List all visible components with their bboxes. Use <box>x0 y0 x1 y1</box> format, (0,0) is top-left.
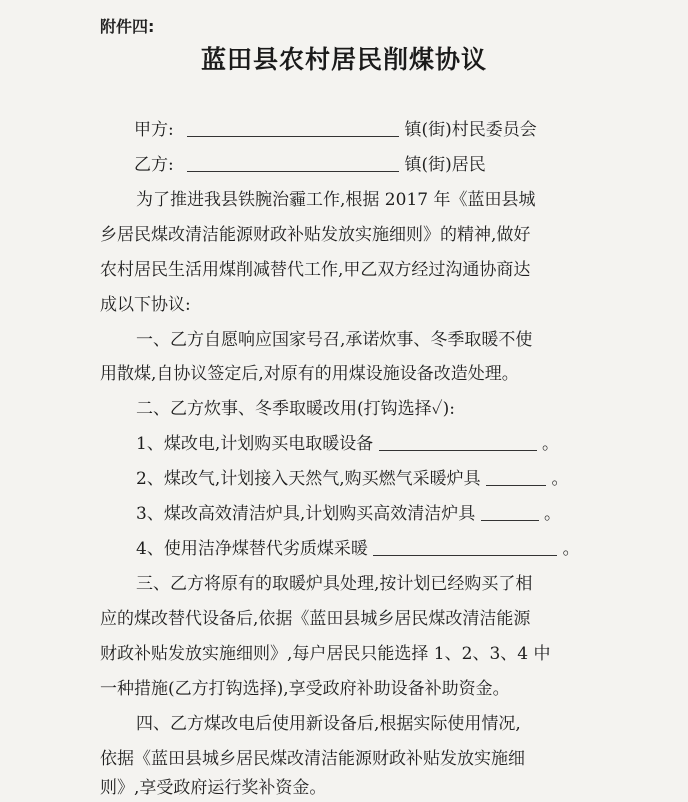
option-4-text: 4、使用洁净煤替代劣质煤采暖 <box>136 539 368 559</box>
article3-line-3: 财政补贴发放实施细则》,每户居民只能选择 1、2、3、4 中 <box>100 644 551 664</box>
intro-line-1: 为了推进我县铁腕治霾工作,根据 2017 年《蓝田县城 <box>136 190 536 210</box>
party-a-line <box>134 118 537 142</box>
intro-line-2: 乡居民煤改清洁能源财政补贴发放实施细则》的精神,做好 <box>100 225 531 245</box>
article1-line-1: 一、乙方自愿响应国家号召,承诺炊事、冬季取暖不使 <box>136 330 533 350</box>
option-4-blank[interactable] <box>373 537 557 556</box>
option-3-blank[interactable] <box>481 502 539 521</box>
attachment-label: 附件四: <box>100 17 155 36</box>
option-4-end: 。 <box>562 539 580 559</box>
article3-line-1: 三、乙方将原有的取暖炉具处理,按计划已经购买了相 <box>136 574 533 594</box>
option-3-end: 。 <box>544 504 562 524</box>
option-1-blank[interactable] <box>379 432 537 451</box>
intro-line-4: 成以下协议: <box>100 295 191 315</box>
option-1-end: 。 <box>542 434 560 454</box>
article3-line-4: 一种措施(乙方打钩选择),享受政府补助设备补助资金。 <box>100 679 510 699</box>
option-2-text: 2、煤改气,计划接入天然气,购买燃气采暖炉具 <box>136 469 481 489</box>
article3-line-2: 应的煤改替代设备后,依据《蓝田县城乡居民煤改清洁能源 <box>100 609 531 629</box>
party-b-line <box>134 153 486 177</box>
intro-line-3: 农村居民生活用煤削减替代工作,甲乙双方经过沟通协商达 <box>100 260 531 280</box>
option-2-blank[interactable] <box>486 467 546 486</box>
option-3-text: 3、煤改高效清洁炉具,计划购买高效清洁炉具 <box>136 504 476 524</box>
option-3-line <box>136 502 561 526</box>
party-b-suffix: 镇(街)居民 <box>404 155 486 175</box>
article4-line-1: 四、乙方煤改电后使用新设备后,根据实际使用情况, <box>136 714 521 734</box>
party-a-blank[interactable] <box>187 118 399 137</box>
article4-line-2: 依据《蓝田县城乡居民煤改清洁能源财政补贴发放实施细 <box>100 749 525 769</box>
option-2-end: 。 <box>551 469 569 489</box>
article4-line-3: 则》,享受政府运行奖补资金。 <box>100 778 327 798</box>
party-b-label: 乙方: <box>134 155 174 175</box>
party-a-suffix: 镇(街)村民委员会 <box>404 120 537 140</box>
option-1-line <box>136 432 559 456</box>
article2-heading: 二、乙方炊事、冬季取暖改用(打钩选择✓): <box>136 399 455 419</box>
option-4-line <box>136 537 580 561</box>
document-title: 蓝田县农村居民削煤协议 <box>200 45 487 74</box>
article1-line-2: 用散煤,自协议签定后,对原有的用煤设施设备改造处理。 <box>100 364 519 384</box>
party-b-blank[interactable] <box>187 153 399 172</box>
party-a-label: 甲方: <box>134 120 174 140</box>
option-1-text: 1、煤改电,计划购买电取暖设备 <box>136 434 374 454</box>
option-2-line <box>136 467 568 491</box>
